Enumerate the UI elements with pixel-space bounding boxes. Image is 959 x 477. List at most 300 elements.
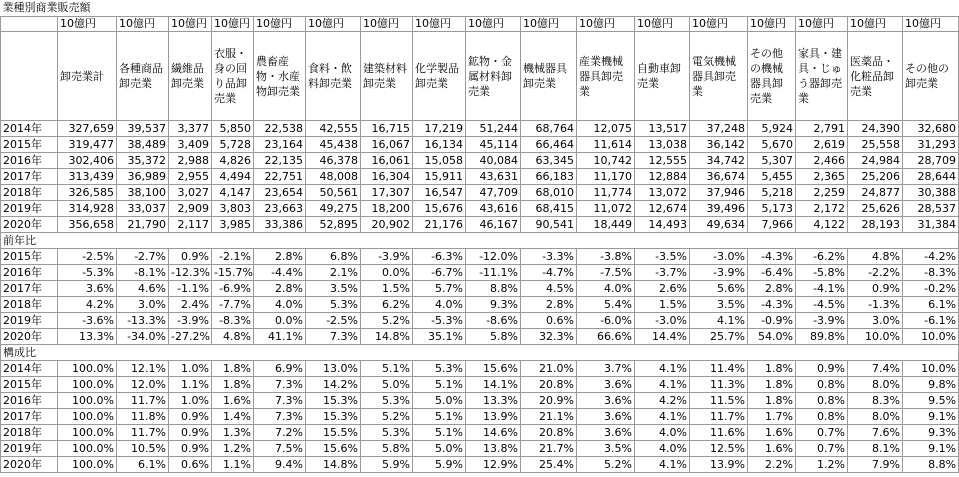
data-cell: 11.5% (690, 393, 748, 409)
data-cell: 3.7% (577, 361, 635, 377)
unit-label: 10億円 (521, 17, 577, 32)
data-cell: 36,989 (117, 169, 169, 185)
data-cell: 46,378 (306, 153, 361, 169)
data-cell: -2.2% (848, 265, 903, 281)
table-row (1, 313, 959, 329)
data-cell: 5,924 (748, 121, 796, 137)
data-cell: 3.6% (577, 393, 635, 409)
table-row (1, 329, 959, 345)
data-cell: 23,663 (254, 201, 306, 217)
column-header: 医薬品・化粧品卸売業 (848, 32, 903, 121)
data-cell: 5,850 (212, 121, 254, 137)
data-cell: 40,084 (466, 153, 521, 169)
data-cell: -4.7% (521, 265, 577, 281)
table-row (1, 217, 959, 233)
empty-cell (254, 233, 306, 249)
data-cell: -15.7% (212, 265, 254, 281)
data-cell: -8.1% (117, 265, 169, 281)
data-cell: 9.3% (903, 425, 959, 441)
data-cell: 3.5% (306, 281, 361, 297)
data-cell: 5.9% (361, 457, 413, 473)
data-cell: 327,659 (58, 121, 117, 137)
empty-cell (690, 233, 748, 249)
data-cell: 45,438 (306, 137, 361, 153)
data-cell: 100.0% (58, 409, 117, 425)
empty-cell (466, 345, 521, 361)
data-cell: 18,200 (361, 201, 413, 217)
data-cell: 1.6% (748, 441, 796, 457)
data-cell: 1.8% (748, 377, 796, 393)
data-cell: 2,988 (169, 153, 212, 169)
data-cell: -6.1% (903, 313, 959, 329)
column-header: 卸売業計 (58, 32, 117, 121)
empty-cell (796, 345, 848, 361)
data-cell: 100.0% (58, 425, 117, 441)
data-cell: 1.1% (169, 377, 212, 393)
data-cell: 28,537 (903, 201, 959, 217)
data-cell: 2.1% (306, 265, 361, 281)
data-cell: 2.8% (254, 249, 306, 265)
data-cell: 0.6% (169, 457, 212, 473)
data-cell: 4.1% (635, 361, 690, 377)
data-cell: -1.1% (169, 281, 212, 297)
data-cell: 7.3% (254, 409, 306, 425)
data-cell: 7.9% (848, 457, 903, 473)
data-cell: 1.3% (212, 425, 254, 441)
data-cell: 2.6% (635, 281, 690, 297)
table-row (1, 201, 959, 217)
data-cell: 6.2% (361, 297, 413, 313)
data-cell: 90,541 (521, 217, 577, 233)
data-cell: -5.3% (58, 265, 117, 281)
table-row (1, 153, 959, 169)
data-cell: 66,464 (521, 137, 577, 153)
row-year: 2016年 (1, 153, 58, 169)
empty-cell (169, 345, 212, 361)
data-cell: 4.1% (635, 377, 690, 393)
row-year: 2015年 (1, 137, 58, 153)
data-cell: 100.0% (58, 393, 117, 409)
data-cell: 3.5% (577, 441, 635, 457)
data-cell: 2.2% (748, 457, 796, 473)
data-cell: 25.7% (690, 329, 748, 345)
data-cell: 28,193 (848, 217, 903, 233)
data-cell: 6.8% (306, 249, 361, 265)
data-cell: -3.6% (58, 313, 117, 329)
table-row (1, 425, 959, 441)
data-cell: -3.9% (690, 265, 748, 281)
data-cell: 4.1% (635, 457, 690, 473)
table-row (1, 297, 959, 313)
data-cell: 11.8% (117, 409, 169, 425)
data-cell: 0.0% (254, 313, 306, 329)
data-cell: 356,658 (58, 217, 117, 233)
unit-label: 10億円 (254, 17, 306, 32)
data-cell: 5.1% (413, 377, 466, 393)
data-cell: -3.9% (169, 313, 212, 329)
data-cell: 1.2% (796, 457, 848, 473)
data-cell: -4.3% (748, 297, 796, 313)
data-cell: 13.3% (466, 393, 521, 409)
data-cell: 100.0% (58, 441, 117, 457)
data-cell: -13.3% (117, 313, 169, 329)
data-cell: 24,984 (848, 153, 903, 169)
empty-cell (635, 345, 690, 361)
data-cell: -27.2% (169, 329, 212, 345)
data-cell: 4.0% (635, 425, 690, 441)
section-label-row (1, 233, 959, 249)
data-cell: 0.9% (796, 361, 848, 377)
data-cell: 15,058 (413, 153, 466, 169)
data-cell: 17,307 (361, 185, 413, 201)
data-cell: 28,644 (903, 169, 959, 185)
data-cell: 9.4% (254, 457, 306, 473)
data-cell: -6.9% (212, 281, 254, 297)
data-cell: 12.0% (117, 377, 169, 393)
data-cell: 35,372 (117, 153, 169, 169)
data-cell: 1.7% (748, 409, 796, 425)
data-cell: 17,219 (413, 121, 466, 137)
data-cell: 4,147 (212, 185, 254, 201)
data-cell: 3.6% (577, 377, 635, 393)
data-cell: 25,626 (848, 201, 903, 217)
unit-label: 10億円 (848, 17, 903, 32)
data-cell: 11.7% (117, 393, 169, 409)
unit-row (1, 17, 959, 32)
table-row (1, 361, 959, 377)
column-header: 衣服・身の回り品卸売業 (212, 32, 254, 121)
data-cell: 5,728 (212, 137, 254, 153)
unit-label: 10億円 (466, 17, 521, 32)
data-cell: 5.3% (361, 425, 413, 441)
data-cell: 21.0% (521, 361, 577, 377)
data-cell: 313,439 (58, 169, 117, 185)
data-cell: 2,791 (796, 121, 848, 137)
data-cell: 12,075 (577, 121, 635, 137)
data-cell: 1.8% (212, 361, 254, 377)
data-cell: 5.1% (413, 425, 466, 441)
data-cell: 3.6% (577, 409, 635, 425)
data-cell: 52,895 (306, 217, 361, 233)
corner-cell (1, 17, 58, 32)
empty-cell (58, 345, 117, 361)
data-cell: -6.4% (748, 265, 796, 281)
data-cell: 4.5% (521, 281, 577, 297)
row-year: 2016年 (1, 393, 58, 409)
data-cell: 10.5% (117, 441, 169, 457)
data-cell: 12.1% (117, 361, 169, 377)
section-label: 構成比 (1, 345, 58, 361)
data-cell: 14.4% (635, 329, 690, 345)
data-cell: 66.6% (577, 329, 635, 345)
row-year: 2015年 (1, 377, 58, 393)
data-cell: 8.8% (466, 281, 521, 297)
empty-cell (117, 345, 169, 361)
data-cell: 5,307 (748, 153, 796, 169)
data-cell: 2,259 (796, 185, 848, 201)
column-header: 建築材料卸売業 (361, 32, 413, 121)
unit-label: 10億円 (169, 17, 212, 32)
table-row (1, 377, 959, 393)
data-cell: 4.0% (635, 441, 690, 457)
data-cell: 14.2% (306, 377, 361, 393)
data-cell: -5.3% (413, 313, 466, 329)
data-cell: -4.1% (796, 281, 848, 297)
section-label-row (1, 345, 959, 361)
data-cell: 20.9% (521, 393, 577, 409)
data-cell: 2,955 (169, 169, 212, 185)
data-cell: -12.0% (466, 249, 521, 265)
header-row (1, 32, 959, 121)
empty-cell (577, 345, 635, 361)
data-cell: 12,674 (635, 201, 690, 217)
data-cell: 35.1% (413, 329, 466, 345)
data-cell: 0.9% (169, 249, 212, 265)
column-header: 各種商品卸売業 (117, 32, 169, 121)
data-cell: 3,803 (212, 201, 254, 217)
data-cell: 5.7% (413, 281, 466, 297)
data-cell: 6.9% (254, 361, 306, 377)
unit-label: 10億円 (796, 17, 848, 32)
row-year: 2018年 (1, 425, 58, 441)
data-cell: 39,496 (690, 201, 748, 217)
data-cell: 21.7% (521, 441, 577, 457)
data-cell: -4.3% (748, 249, 796, 265)
data-cell: 13.0% (306, 361, 361, 377)
data-cell: 3,409 (169, 137, 212, 153)
data-cell: 0.6% (521, 313, 577, 329)
data-cell: 66,183 (521, 169, 577, 185)
data-cell: 5.2% (361, 313, 413, 329)
data-cell: -0.9% (748, 313, 796, 329)
data-cell: -7.5% (577, 265, 635, 281)
data-cell: 2,909 (169, 201, 212, 217)
empty-cell (796, 233, 848, 249)
data-cell: 4.0% (254, 297, 306, 313)
data-cell: 2,466 (796, 153, 848, 169)
data-cell: 20,902 (361, 217, 413, 233)
data-cell: 1.6% (748, 425, 796, 441)
data-cell: -12.3% (169, 265, 212, 281)
data-cell: 3,377 (169, 121, 212, 137)
unit-label: 10億円 (117, 17, 169, 32)
data-cell: 302,406 (58, 153, 117, 169)
data-cell: -11.1% (466, 265, 521, 281)
data-cell: 1.1% (212, 457, 254, 473)
row-year: 2017年 (1, 169, 58, 185)
data-cell: -4.4% (254, 265, 306, 281)
data-cell: 25.4% (521, 457, 577, 473)
data-cell: 7.4% (848, 361, 903, 377)
data-cell: 16,061 (361, 153, 413, 169)
data-cell: 36,674 (690, 169, 748, 185)
data-cell: 7.3% (254, 377, 306, 393)
data-cell: 2.8% (748, 281, 796, 297)
data-cell: 21,790 (117, 217, 169, 233)
data-cell: 89.8% (796, 329, 848, 345)
data-cell: 8.1% (848, 441, 903, 457)
data-cell: 5.1% (361, 361, 413, 377)
data-cell: 32,680 (903, 121, 959, 137)
data-cell: 13,038 (635, 137, 690, 153)
data-cell: 68,415 (521, 201, 577, 217)
data-cell: 16,067 (361, 137, 413, 153)
row-year: 2017年 (1, 409, 58, 425)
row-year: 2017年 (1, 281, 58, 297)
data-cell: 7.6% (848, 425, 903, 441)
table-row (1, 121, 959, 137)
data-cell: 3,027 (169, 185, 212, 201)
data-cell: 13.9% (690, 457, 748, 473)
data-cell: 5.8% (466, 329, 521, 345)
table-row (1, 441, 959, 457)
data-cell: 13.9% (466, 409, 521, 425)
data-cell: 5.2% (577, 457, 635, 473)
data-cell: 68,764 (521, 121, 577, 137)
data-cell: 12,555 (635, 153, 690, 169)
column-header: その他の卸売業 (903, 32, 959, 121)
row-year: 2020年 (1, 217, 58, 233)
data-cell: 13.3% (58, 329, 117, 345)
empty-cell (212, 233, 254, 249)
column-header: 化学製品卸売業 (413, 32, 466, 121)
data-cell: -5.8% (796, 265, 848, 281)
data-cell: 12.5% (690, 441, 748, 457)
data-cell: 3.0% (848, 313, 903, 329)
data-cell: 2,619 (796, 137, 848, 153)
data-cell: 5.4% (577, 297, 635, 313)
data-cell: 5.0% (413, 441, 466, 457)
data-cell: 0.0% (361, 265, 413, 281)
data-cell: -1.3% (848, 297, 903, 313)
data-cell: -3.8% (577, 249, 635, 265)
data-cell: 14.6% (466, 425, 521, 441)
data-cell: 0.9% (848, 281, 903, 297)
data-cell: 4.1% (635, 409, 690, 425)
data-cell: -2.5% (58, 249, 117, 265)
data-cell: 1.6% (212, 393, 254, 409)
column-header: 繊維品卸売業 (169, 32, 212, 121)
data-cell: 14.8% (361, 329, 413, 345)
data-cell: 2.4% (169, 297, 212, 313)
data-cell: 9.1% (903, 441, 959, 457)
data-cell: 22,751 (254, 169, 306, 185)
data-cell: 4.0% (413, 297, 466, 313)
unit-label: 10億円 (361, 17, 413, 32)
data-cell: 22,538 (254, 121, 306, 137)
unit-label: 10億円 (58, 17, 117, 32)
data-cell: 36,142 (690, 137, 748, 153)
empty-cell (169, 233, 212, 249)
data-cell: 68,010 (521, 185, 577, 201)
data-cell: 43,631 (466, 169, 521, 185)
data-cell: 5.0% (361, 377, 413, 393)
data-cell: 1.0% (169, 361, 212, 377)
empty-cell (848, 345, 903, 361)
data-cell: -8.3% (212, 313, 254, 329)
data-cell: 25,206 (848, 169, 903, 185)
data-cell: 1.8% (748, 361, 796, 377)
data-cell: 20.8% (521, 425, 577, 441)
data-cell: 39,537 (117, 121, 169, 137)
data-cell: 14.8% (306, 457, 361, 473)
data-cell: 45,114 (466, 137, 521, 153)
data-cell: 15.6% (306, 441, 361, 457)
data-cell: 3.6% (577, 425, 635, 441)
data-cell: 4.2% (635, 393, 690, 409)
empty-cell (413, 233, 466, 249)
data-cell: 100.0% (58, 361, 117, 377)
data-cell: -4.5% (796, 297, 848, 313)
data-cell: 4.8% (212, 329, 254, 345)
data-cell: 1.5% (361, 281, 413, 297)
data-cell: 2,117 (169, 217, 212, 233)
data-cell: 0.8% (796, 377, 848, 393)
data-cell: 5,670 (748, 137, 796, 153)
data-cell: 49,275 (306, 201, 361, 217)
unit-label: 10億円 (903, 17, 959, 32)
data-cell: 11,774 (577, 185, 635, 201)
data-cell: 4.6% (117, 281, 169, 297)
data-cell: 21.1% (521, 409, 577, 425)
data-cell: 42,555 (306, 121, 361, 137)
data-cell: 11,072 (577, 201, 635, 217)
data-cell: 4.0% (577, 281, 635, 297)
corner-cell (1, 32, 58, 121)
unit-label: 10億円 (577, 17, 635, 32)
data-cell: 51,244 (466, 121, 521, 137)
data-cell: -7.7% (212, 297, 254, 313)
data-cell: 4,826 (212, 153, 254, 169)
column-header: 自動車卸売業 (635, 32, 690, 121)
empty-cell (254, 345, 306, 361)
empty-cell (848, 233, 903, 249)
data-cell: 31,293 (903, 137, 959, 153)
data-cell: 43,616 (466, 201, 521, 217)
data-cell: 34,742 (690, 153, 748, 169)
data-cell: 22,135 (254, 153, 306, 169)
empty-cell (306, 345, 361, 361)
data-cell: 4.1% (690, 313, 748, 329)
data-cell: 41.1% (254, 329, 306, 345)
data-cell: 5.3% (413, 361, 466, 377)
data-cell: 15,911 (413, 169, 466, 185)
data-cell: 10.0% (903, 329, 959, 345)
data-cell: 18,449 (577, 217, 635, 233)
data-cell: 100.0% (58, 377, 117, 393)
data-cell: 15.6% (466, 361, 521, 377)
empty-cell (466, 233, 521, 249)
data-cell: 11.7% (117, 425, 169, 441)
data-cell: 10.0% (903, 361, 959, 377)
data-cell: -6.0% (577, 313, 635, 329)
data-cell: 31,384 (903, 217, 959, 233)
data-cell: 24,390 (848, 121, 903, 137)
table-row (1, 393, 959, 409)
data-cell: 3.0% (117, 297, 169, 313)
data-cell: 8.3% (848, 393, 903, 409)
data-cell: -3.5% (635, 249, 690, 265)
data-cell: 30,388 (903, 185, 959, 201)
unit-label: 10億円 (212, 17, 254, 32)
table-row (1, 137, 959, 153)
data-cell: 7.3% (306, 329, 361, 345)
data-cell: 0.8% (796, 393, 848, 409)
column-header: 農畜産物・水産物卸売業 (254, 32, 306, 121)
data-cell: 11.7% (690, 409, 748, 425)
data-cell: 10.0% (848, 329, 903, 345)
unit-label: 10億円 (690, 17, 748, 32)
